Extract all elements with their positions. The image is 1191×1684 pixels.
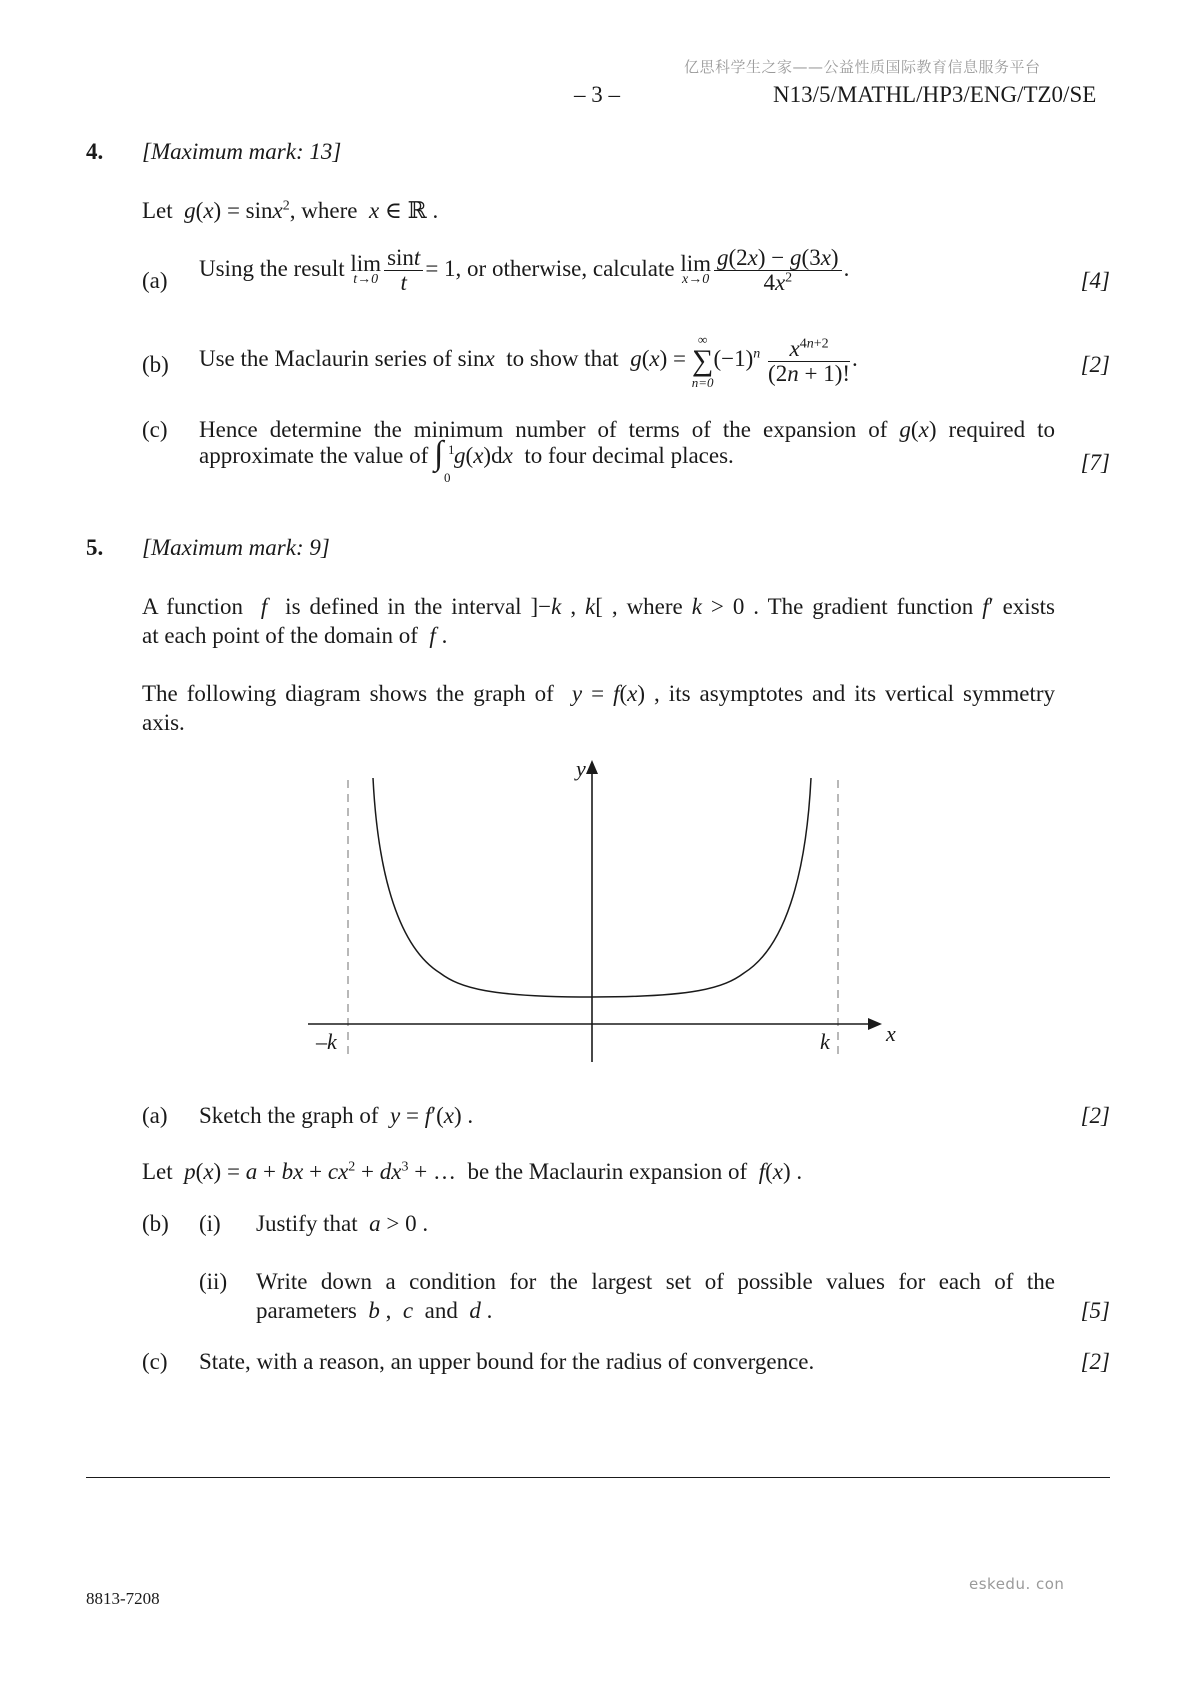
- q5-para1-line1: A function f is defined in the interval ]−k , k[ , where k > 0 . The gradient function f′ exists: [142, 594, 1055, 619]
- q4-b-label: (b): [142, 352, 169, 377]
- q4-c-mark: [7]: [1080, 450, 1110, 475]
- q5-b-mark: [5]: [1080, 1298, 1110, 1323]
- q4-a-mark: [4]: [1080, 268, 1110, 293]
- q5-a-mark: [2]: [1080, 1103, 1110, 1128]
- q5-bii-line2: parameters b , c and d .: [256, 1298, 493, 1323]
- q5-para2-line1: The following diagram shows the graph of y = f(x) , its asymptotes and its vertical symmetry: [142, 681, 1055, 706]
- q5-bii-line1: Write down a condition for the largest set of possible values for each of the: [256, 1269, 1055, 1294]
- q4-a-label: (a): [142, 268, 168, 293]
- q5-number: 5.: [86, 535, 104, 560]
- q5-c-label: (c): [142, 1349, 168, 1374]
- paper-code: N13/5/MATHL/HP3/ENG/TZ0/SE: [773, 82, 1097, 107]
- q4-a-text: Using the result lim t→0 $\frac{\sin t}{t}$ = 1, or otherwise, calculate lim x→0 $\frac{g(2x) - g(3x)}{4x^2}$ .: [199, 245, 850, 295]
- q4-intro: Let g(x) = sinx$^2$, where x ∈ ℝ .: [142, 198, 439, 223]
- q5-graph: [290, 748, 920, 1070]
- x-axis-arrow: [868, 1018, 882, 1030]
- footer-code: 8813-7208: [86, 1589, 160, 1608]
- q5-c-mark: [2]: [1080, 1349, 1110, 1374]
- graph-k-label: k: [820, 1029, 830, 1054]
- header-watermark: 亿思科学生之家——公益性质国际教育信息服务平台: [684, 58, 1041, 76]
- q5-bi-text: Justify that a > 0 .: [256, 1211, 429, 1236]
- q5-para1-line2: at each point of the domain of f .: [142, 623, 448, 648]
- graph-neg-k-label: –k: [316, 1029, 337, 1054]
- q5-para2-line2: axis.: [142, 710, 185, 735]
- q4-b-text: Use the Maclaurin series of sinx to show that g(x) = ∞ ∑ n=0 $(-1)^n$ $\frac{x^{4n+2}}{(2n + 1)!}$ .: [199, 332, 858, 390]
- q4-c-line2: approximate the value of ∫ 1 0 g(x)dx to four decimal places.: [199, 435, 734, 485]
- graph-y-label: y: [576, 756, 586, 781]
- q5-c-text: State, with a reason, an upper bound for the radius of convergence.: [199, 1349, 815, 1374]
- q5-a-text: Sketch the graph of y = f′(x) .: [199, 1103, 474, 1128]
- q5-max-mark: [Maximum mark: 9]: [142, 535, 330, 560]
- footer-site: eskedu. con: [969, 1575, 1065, 1593]
- page-number: – 3 –: [574, 82, 620, 107]
- q5-b-label: (b): [142, 1211, 169, 1236]
- q5-let: Let p(x) = a + bx + $cx^2 + dx^3$ + … be the Maclaurin expansion of f(x) .: [142, 1159, 803, 1184]
- q5-bii-label: (ii): [199, 1269, 228, 1294]
- graph-x-label: x: [886, 1021, 896, 1046]
- q4-number: 4.: [86, 139, 104, 164]
- q4-c-line1: Hence determine the minimum number of terms of the expansion of g(x) required to: [199, 417, 1055, 442]
- q4-c-label: (c): [142, 417, 168, 442]
- q4-b-mark: [2]: [1080, 352, 1110, 377]
- footer-rule: [86, 1477, 1110, 1478]
- q5-bi-label: (i): [199, 1211, 221, 1236]
- y-axis-arrow: [586, 760, 598, 774]
- q5-a-label: (a): [142, 1103, 168, 1128]
- q4-max-mark: [Maximum mark: 13]: [142, 139, 342, 164]
